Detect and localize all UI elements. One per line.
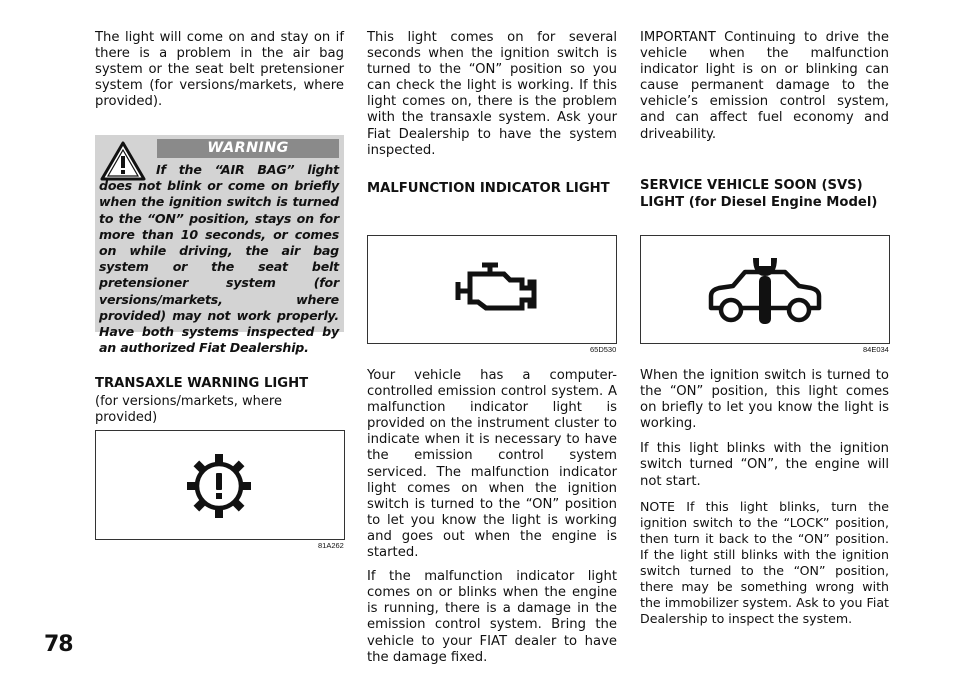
mil-heading: MALFUNCTION INDICATOR LIGHT [367,181,610,196]
engine-icon [452,260,538,320]
svs-figure-code: 84E034 [863,345,889,354]
svs-note: NOTE If this light blinks, turn the ignition switch to the “LOCK” position, then turn it back to the “ON” position. If the light still blinks with the ignition switch turned to the “ON” position, there may be something wrong with the immobilizer system. Ask to you Fiat Dealership to inspect the system. [640,498,889,627]
svs-paragraph-2: If this light blinks with the ignition switch turned “ON”, the engine will not start. [640,441,889,489]
important-note: IMPORTANT Continuing to drive the vehicle when the malfunction indicator light is on or blinking can cause permanent damage to the vehicle’s emission control system, and can affect fuel economy and driveability. [640,30,889,142]
transaxle-heading: TRANSAXLE WARNING LIGHT [95,376,309,391]
column-right [640,30,889,151]
mil-section [367,180,617,197]
warning-title: WARNING [157,139,339,158]
mil-paragraph-1: Your vehicle has a computer-controlled emission control system. A malfunction indicator light is provided on the instrument cluster to indicate when it is necessary to have the emission control system serviced. The malfunction indicator light comes on when the ignition switch is turned to the “ON” position to let you know the light is working and goes out when the engine is started. [367,368,617,561]
gear-exclamation-icon [186,453,252,519]
car-wrench-icon [707,254,823,326]
svs-text [640,368,889,627]
transaxle-figure-code: 81A262 [318,541,344,550]
mil-text [367,368,617,666]
airbag-intro-text: The light will come on and stay on if there is a problem in the air bag system or the seat belt pretensioner system (for versions/markets, where provided). [95,30,344,110]
svs-heading: SERVICE VEHICLE SOON (SVS) LIGHT (for Diesel Engine Model) [640,178,878,210]
transaxle-section [95,375,344,426]
transaxle-figure [95,430,345,540]
svs-figure [640,235,890,344]
mil-figure-code: 65D530 [590,345,617,354]
mil-figure [367,235,617,344]
warning-text: If the “AIR BAG” light does not blink or come on briefly when the ignition switch is turned to the “ON” position, stays on for more than 10 seconds, or comes on while driving, the air bag system or the seat belt pretensioner system (for versions/markets, where provided) may not work properly. Have both systems inspected by an authorized Fiat Dealership. [99,162,339,356]
column-left [95,30,344,118]
transaxle-subheading: (for versions/markets, where provided) [95,394,282,425]
warning-box [95,135,344,356]
svs-paragraph-1: When the ignition switch is turned to the “ON” position, this light comes on briefly to let you know the light is working. [640,368,889,432]
transaxle-description: This light comes on for several seconds when the ignition switch is turned to the “ON” position so you can check the light is working. If this light comes on, there is the problem with the transaxle system. Ask your Fiat Dealership to have the system inspected. [367,30,617,158]
mil-paragraph-2: If the malfunction indicator light comes on or blinks when the engine is running, there is a damage in the emission control system. Bring the vehicle to your FIAT dealer to have the damage fixed. [367,569,617,665]
column-middle [367,30,617,167]
svs-section [640,177,889,211]
page-number: 78 [44,632,73,657]
